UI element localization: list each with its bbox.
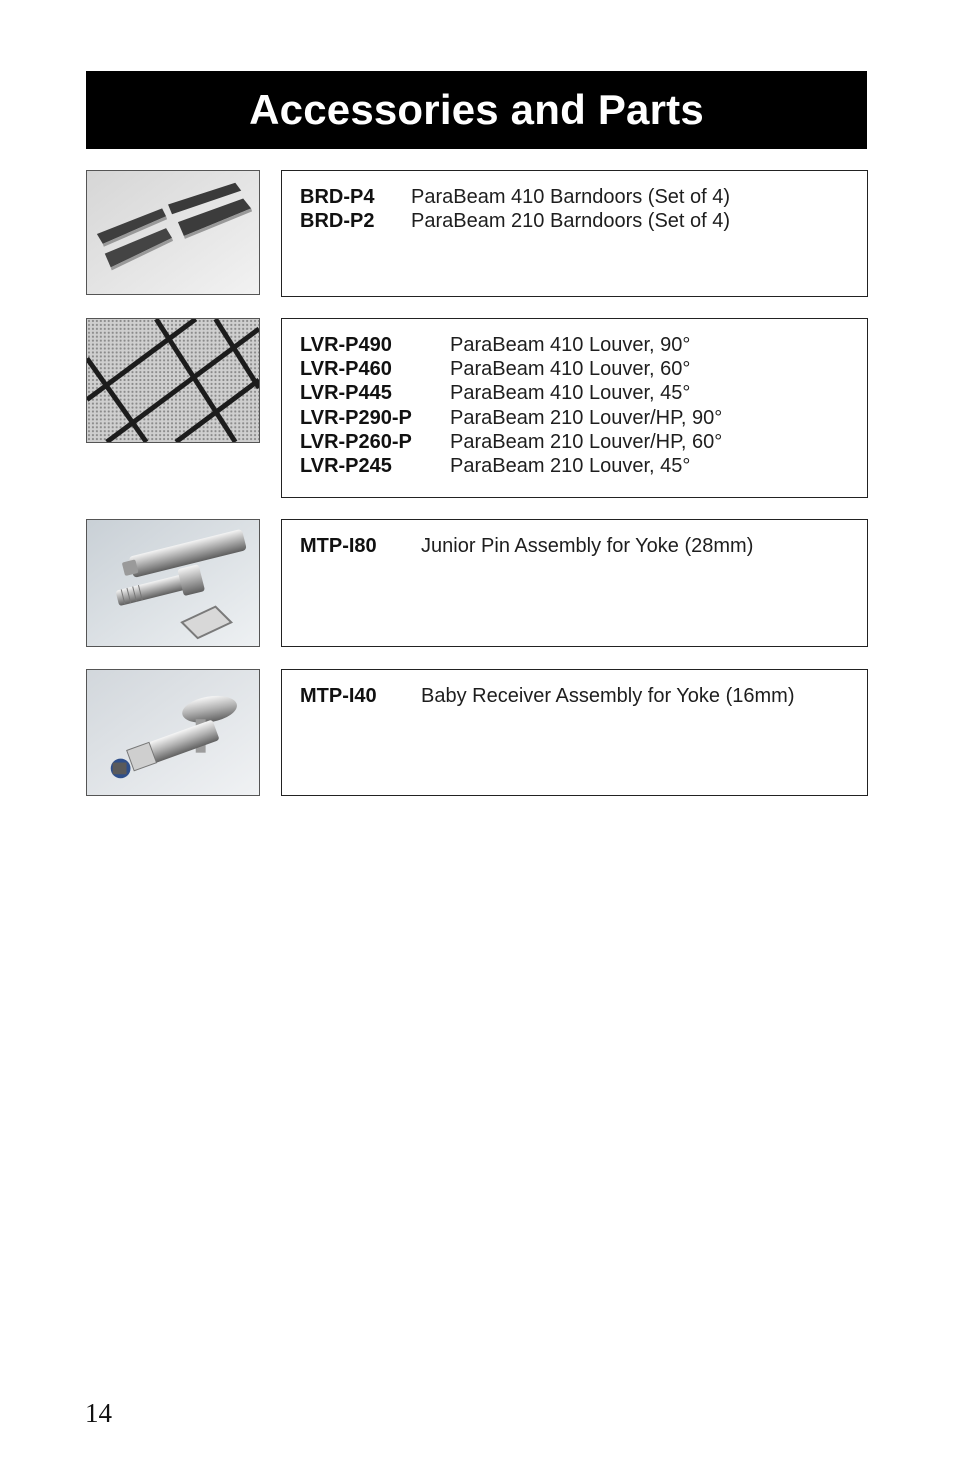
part-code: LVR-P490 — [300, 334, 392, 356]
baby-receiver-photo — [86, 669, 260, 796]
parts-box-baby-receiver — [281, 669, 868, 796]
list-item — [300, 209, 867, 233]
part-description: ParaBeam 210 Louver/HP, 60° — [450, 430, 723, 453]
list-item — [300, 430, 867, 454]
list-item — [300, 534, 867, 558]
page-title: Accessories and Parts — [249, 86, 704, 133]
part-description: ParaBeam 210 Louver/HP, 90° — [450, 406, 723, 429]
list-item — [300, 185, 867, 209]
part-code: LVR-P460 — [300, 358, 392, 381]
part-description: Baby Receiver Assembly for Yoke (16mm) — [421, 685, 795, 707]
part-description: Junior Pin Assembly for Yoke (28mm) — [421, 535, 754, 557]
part-code: BRD-P2 — [300, 210, 375, 233]
part-description: ParaBeam 410 Louver, 60° — [450, 358, 691, 381]
list-item — [300, 357, 867, 381]
part-code: MTP-I40 — [300, 685, 377, 707]
list-item — [300, 454, 867, 478]
part-description: ParaBeam 410 Louver, 45° — [450, 382, 691, 405]
parts-box-louvers — [281, 318, 868, 498]
barndoors-photo — [86, 170, 260, 295]
list-item — [300, 333, 867, 357]
parts-box-barndoors — [281, 170, 868, 297]
part-code: LVR-P290-P — [300, 406, 412, 429]
part-code: MTP-I80 — [300, 535, 377, 557]
page-header — [86, 71, 867, 149]
part-description: ParaBeam 210 Louver, 45° — [450, 454, 691, 477]
list-item — [300, 684, 867, 708]
list-item — [300, 381, 867, 405]
part-description: ParaBeam 410 Barndoors (Set of 4) — [411, 186, 731, 208]
list-item — [300, 406, 867, 430]
part-code: LVR-P260-P — [300, 430, 412, 453]
parts-box-junior-pin — [281, 519, 868, 647]
page-number: 14 — [85, 1398, 112, 1428]
part-description: ParaBeam 210 Barndoors (Set of 4) — [411, 210, 731, 233]
junior-pin-photo — [86, 519, 260, 647]
part-code: LVR-P445 — [300, 382, 392, 405]
part-description: ParaBeam 410 Louver, 90° — [450, 334, 691, 356]
part-code: LVR-P245 — [300, 454, 392, 477]
louver-photo — [86, 318, 260, 443]
part-code: BRD-P4 — [300, 186, 375, 208]
